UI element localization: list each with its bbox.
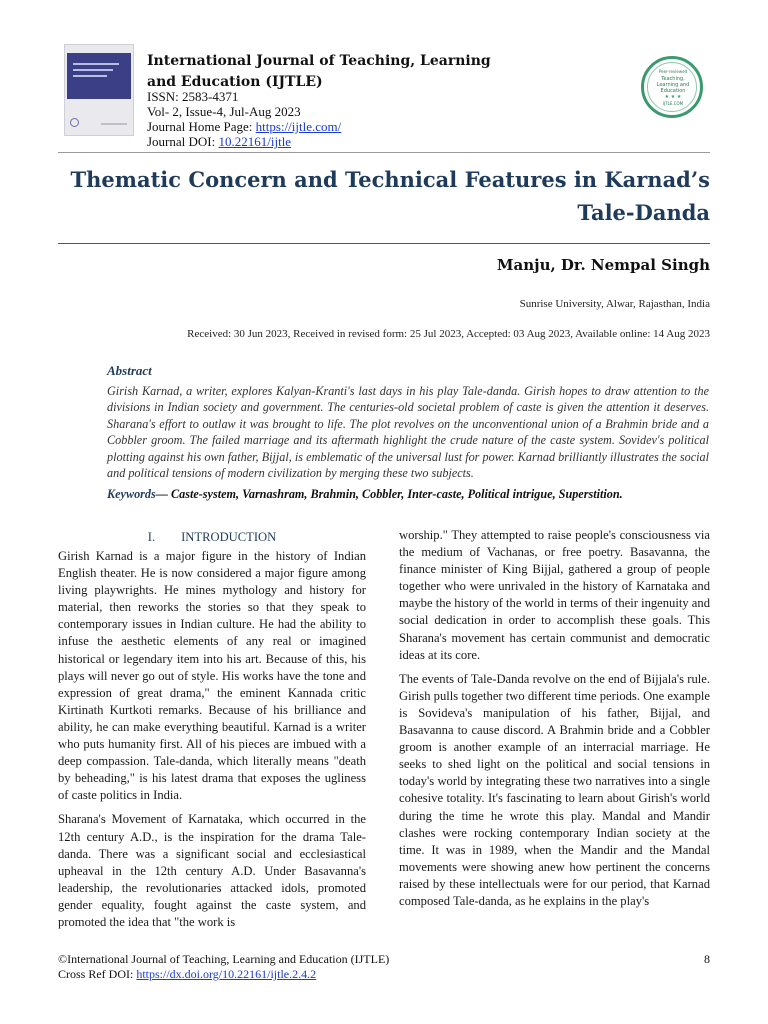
section-heading — [58, 530, 366, 545]
star-icons: ★ ★ ★ — [664, 94, 682, 100]
left-column — [58, 548, 366, 938]
footer-copyright: ©International Journal of Teaching, Learning and Education (IJTLE) — [58, 952, 390, 966]
paper-title: Thematic Concern and Technical Features in Karnad’s Tale-Danda — [70, 167, 710, 225]
received-dates: Received: 30 Jun 2023, Received in revised form: 25 Jul 2023, Accepted: 03 Aug 2023, Available online: 14 Aug 2023 — [187, 328, 710, 340]
doi-label: Journal DOI: — [147, 134, 219, 149]
paragraph: Sharana's Movement of Karnataka, which occurred in the 12th century A.D., is the inspiration for the drama Tale-danda. There was a significant social and ecclesiastical upheaval in the 12th century A.D. Under Basavanna's leadership, the revolutionaries attacked idols, promoted gender equality, fought against the caste system, and promoted the idea that "the work is — [58, 812, 366, 929]
badge-top-text: Peer-reviewed — [658, 69, 688, 74]
badge-bottom-text: IJTLE.COM — [662, 101, 684, 106]
homepage-label: Journal Home Page: — [147, 119, 256, 134]
volume-issue: Vol- 2, Issue-4, Jul-Aug 2023 — [147, 104, 301, 119]
badge-center-text: Teaching, Learning and Education — [656, 76, 690, 94]
abstract-text: Girish Karnad, a writer, explores Kalyan-Kranti's last days in his play Tale-danda. Girish hopes to draw attention to the divisions in Indian society and government. The centuries-old societal problem of caste is given the attention it deserves. Sharana's effort to outlaw it was brought to life. The plot revolves on the unconventional union of a Brahmin bride and a Cobbler groom. The failed marriage and its aftermath highlight the crude nature of the caste system. Sovidev's political plotting against his own father, Bijjal, is emblematic of the universal lust for power. Karnad brilliantly illustrates the social and political tensions of modern civilization by merging these two subjects. — [107, 384, 709, 481]
page-footer — [58, 952, 710, 982]
homepage-link[interactable]: https://ijtle.com/ — [255, 119, 342, 134]
keywords-label: Keywords — [107, 487, 156, 501]
crossref-label: Cross Ref DOI: — [58, 967, 137, 981]
journal-title: International Journal of Teaching, Learning and Education (IJTLE) — [147, 53, 491, 90]
paragraph: worship." They attempted to raise people's consciousness via the medium of Vachanas, or free poetry. Basavanna, the finance minister of King Bijjal, gathered a group of people together who were unrivaled in the history of Karnataka and maybe the history of the world in terms of their ingenuity and social dedication in order to accomplish these goals. This Sharana's movement has certain communist and democratic ideas at its core. — [399, 528, 710, 662]
paragraph: Girish Karnad is a major figure in the history of Indian English theater. He is now considered a major figure among living playwrights. He mines mythology and history for material, then reworks the stories so that they speak to contemporary issues in Indian culture. He had the ability to infuse the aesthetic elements of any real or imagined historical or legendary item into his art. Because of this, his plays will never go out of style. His works have the tone and expression of great drama," the eminent Kannada critic Kirtinath Kurtkoti remarks. Because of his brilliance and ability, he can make everything beautiful. Karnad is a writer who puts humanity first. All of his pieces are imbued with a deep compassion. Tale-danda, which literally means "death by beheading," is his latest drama that exposes the ugliness of caste politics in India. — [58, 549, 366, 803]
affiliation: Sunrise University, Alwar, Rajasthan, India — [519, 298, 710, 310]
keywords-list: — Caste-system, Varnashram, Brahmin, Cobbler, Inter-caste, Political intrigue, Superstition. — [155, 487, 623, 501]
section-title: INTRODUCTION — [181, 530, 277, 544]
page-number: 8 — [704, 952, 710, 966]
authors: Manju, Dr. Nempal Singh — [496, 256, 710, 274]
right-column — [399, 527, 710, 917]
doi-link[interactable]: 10.22161/ijtle — [218, 134, 292, 149]
section-number: I. — [147, 530, 156, 544]
abstract-heading: Abstract — [107, 363, 152, 378]
footer-crossref — [58, 967, 710, 982]
paragraph: The events of Tale-Danda revolve on the end of Bijjala's rule. Girish pulls together two different time periods. One example is Sovideva's manipulation of his father, Bijjal, and Basavanna to cause discord. A Brahmin bride and a Cobbler groom is another example of an interracial marriage. He seeks to shed light on the political and social tensions in today's world by integrating these two narratives into a single cohesive totality. It's fascinating to learn about Girish's world during the time he wrote this play. Mandal and Mandir clashes were rocking contemporary Indian society at the time. It was in 1989, when the Mandir and the Mandal movements were showing anew how pertinent the concerns raised by these intellectuals were for our period, that Karnad composed Tale-danda, as he explains in the play's — [399, 671, 710, 908]
crossref-link[interactable]: https://dx.doi.org/10.22161/ijtle.2.4.2 — [136, 967, 317, 981]
issn: ISSN: 2583-4371 — [147, 89, 239, 104]
